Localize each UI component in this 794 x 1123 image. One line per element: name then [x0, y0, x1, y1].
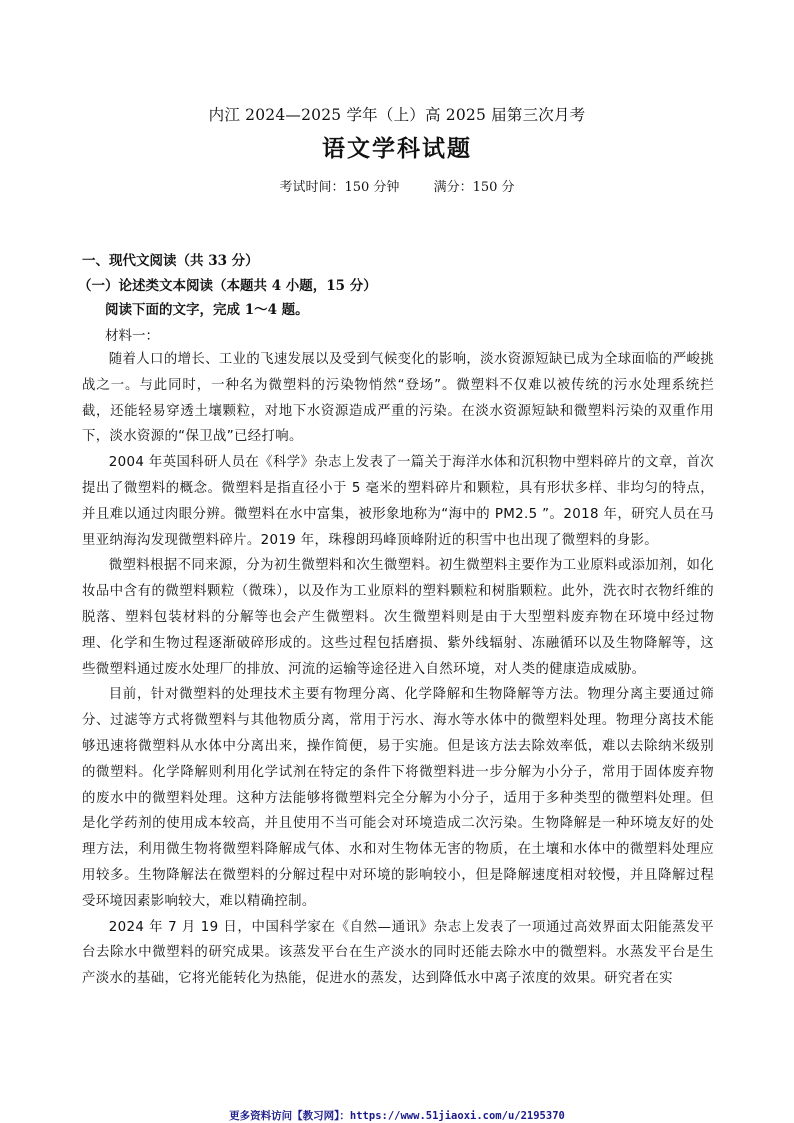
exam-content — [78, 250, 714, 992]
footer-link[interactable]: 更多资料访问【教习网】：https://www.51jiaoxi.com/u/2195370 — [229, 1110, 565, 1122]
material-label: 材料一： — [105, 328, 159, 344]
exam-title: 语文学科试题 — [322, 135, 472, 162]
exam-meta — [0, 176, 794, 195]
paragraph-1: 随着人口的增长、工业的飞速发展以及受到气候变化的影响，淡水资源短缺已成为全球面临的严峻挑战之一。与此同时，一种名为微塑料的污染物悄然“登场”。微塑料不仅难以被传统的污水处理系统拦截，还能轻易穿透土壤颗粒，对地下水资源造成严重的污染。在淡水资源短缺和微塑料污染的双重作用下，淡水资源的“保卫战”已经打响。 — [82, 352, 714, 445]
exam-time: 考试时间：150 分钟 — [279, 180, 400, 195]
reading-instruction: 阅读下面的文字，完成 1～4 题。 — [105, 302, 309, 318]
section-subheading: （一）论述类文本阅读（本题共 4 小题，15 分） — [78, 278, 377, 294]
paragraph-4: 目前，针对微塑料的处理技术主要有物理分离、化学降解和生物降解等方法。物理分离主要通过筛分、过滤等方式将微塑料与其他物质分离，常用于污水、海水等水体中的微塑料处理。物理分离技术能够迅速将微塑料从水体中分离出来，操作简便，易于实施。但是该方法去除效率低，难以去除纳米级别的微塑料。化学降解则利用化学试剂在特定的条件下将微塑料进一步分解为小分子，常用于固体废弃物的废水中的微塑料处理。这种方法能够将微塑料完全分解为小分子，适用于多种类型的微塑料处理。但是化学药剂的使用成本较高，并且使用不当可能会对环境造成二次污染。生物降解是一种环境友好的处理方法，利用微生物将微塑料降解成气体、水和对生物体无害的物质，在土壤和水体中的微塑料处理应用较多。生物降解法在微塑料的分解过程中对环境的影响较小，但是降解速度相对较慢，并且降解过程受环境因素影响较大，难以精确控制。 — [82, 687, 714, 909]
exam-score: 满分：150 分 — [433, 180, 515, 195]
exam-name: 内江 2024—2025 学年（上）高 2025 届第三次月考 — [208, 106, 586, 124]
paragraph-5: 2024 年 7 月 19 日，中国科学家在《自然—通讯》杂志上发表了一项通过高效界面太阳能蒸发平台去除水中微塑料的研究成果。该蒸发平台在生产淡水的同时还能去除水中的微塑料。水蒸发平台是生产淡水的基础，它将光能转化为热能，促进水的蒸发，达到降低水中离子浓度的效果。研究者在实 — [82, 919, 714, 987]
paragraph-3: 微塑料根据不同来源，分为初生微塑料和次生微塑料。初生微塑料主要作为工业原料或添加剂，如化妆品中含有的微塑料颗粒（微珠），以及作为工业原料的塑料颗粒和树脂颗粒。此外，洗衣时衣物纤维的脱落、塑料包装材料的分解等也会产生微塑料。次生微塑料则是由于大型塑料废弃物在环境中经过物理、化学和生物过程逐渐破碎形成的。这些过程包括磨损、紫外线辐射、冻融循环以及生物降解等，这些微塑料通过废水处理厂的排放、河流的运输等途径进入自然环境，对人类的健康造成威胁。 — [82, 558, 714, 677]
section-heading: 一、现代文阅读（共 33 分） — [82, 253, 259, 269]
paragraph-2: 2004 年英国科研人员在《科学》杂志上发表了一篇关于海洋水体和沉积物中塑料碎片的文章，首次提出了微塑料的概念。微塑料是指直径小于 5 毫米的塑料碎片和颗粒，具有形状多样、非均匀的特点，并且难以通过肉眼分辨。微塑料在水中富集，被形象地称为“海中的 PM2.5 ”。2018 年，研究人员在马里亚纳海沟发现微塑料碎片。2019 年，珠穆朗玛峰顶峰附近的积雪中也出现了微塑料的身影。 — [82, 455, 714, 548]
